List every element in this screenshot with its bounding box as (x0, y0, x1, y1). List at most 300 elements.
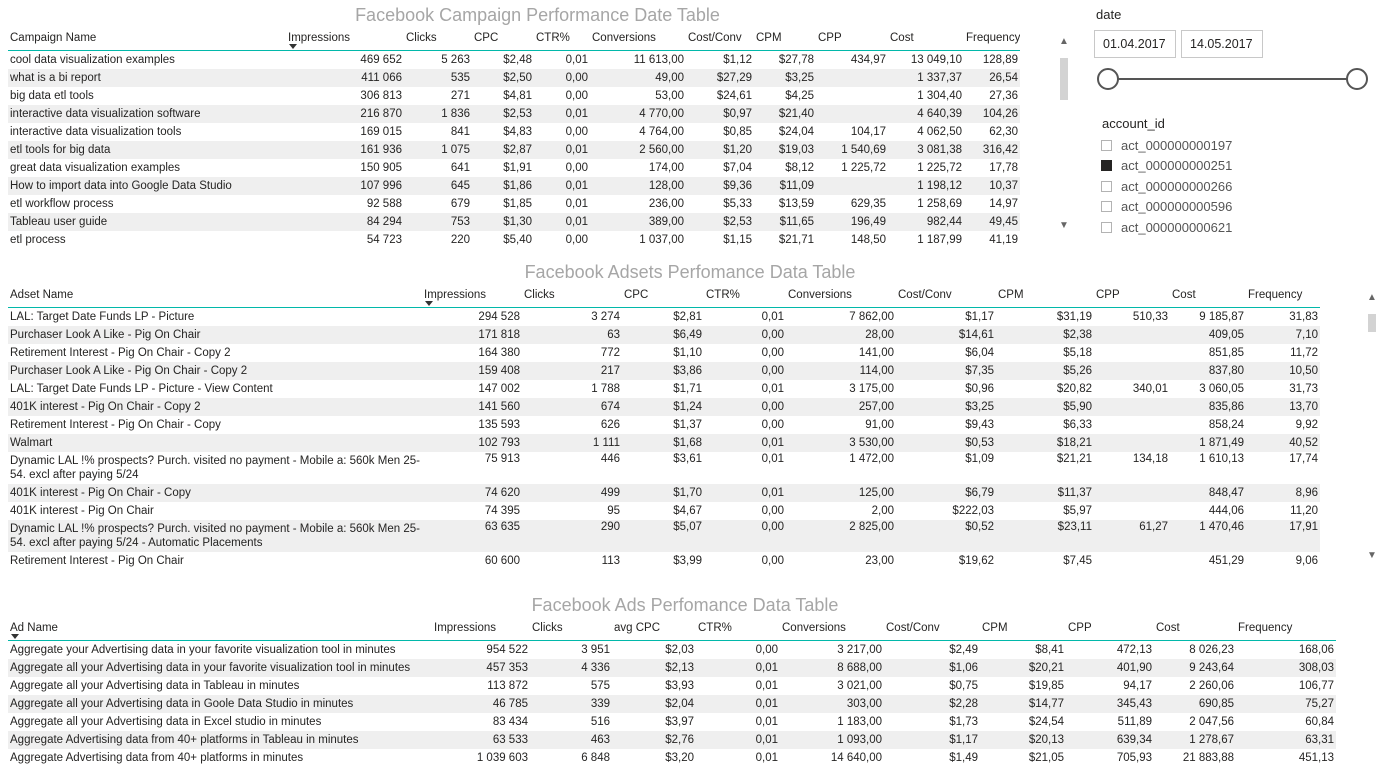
table-row[interactable] (8, 552, 1320, 570)
table-cell (1094, 484, 1170, 502)
table-cell: 679 (450, 198, 470, 210)
table-cell: 7 862,00 (849, 311, 894, 323)
table-cell: 169 015 (360, 126, 402, 138)
table-cell: 95 (607, 505, 620, 517)
table-cell: 0,00 (565, 162, 588, 174)
table-cell: 60,84 (1305, 716, 1334, 728)
account-option-label: act_000000000621 (1121, 219, 1233, 235)
table-cell: 1 225,72 (917, 162, 962, 174)
table-cell: 954 522 (486, 644, 528, 656)
table-cell: 28,00 (786, 326, 896, 344)
table-cell: 3 021,00 (837, 680, 882, 692)
table-cell: 472,13 (1116, 644, 1152, 656)
table-row[interactable] (8, 398, 1320, 416)
table-cell: 641 (450, 162, 470, 174)
adsets-table-title: Facebook Adsets Perfomance Data Table (524, 262, 856, 282)
table-cell: 62,30 (989, 126, 1018, 138)
table-cell: 49,45 (964, 213, 1020, 231)
ads-table-title: Facebook Ads Perfomance Data Table (531, 595, 839, 615)
table-cell: 171 818 (422, 326, 522, 344)
table-cell: 848,47 (1170, 484, 1246, 502)
table-cell: 0,01 (755, 680, 778, 692)
table-row[interactable] (8, 123, 1020, 141)
adsets-col-header[interactable]: Clicks (522, 283, 622, 308)
table-cell: 141 560 (422, 398, 522, 416)
campaign-col-header[interactable]: Conversions (590, 26, 686, 51)
table-cell: 0,01 (761, 383, 784, 395)
table-cell: Purchaser Look A Like - Pig On Chair (8, 326, 422, 344)
table-cell: etl tools for big data (8, 141, 286, 159)
table-cell: 535 (404, 69, 472, 87)
table-cell: 271 (450, 90, 470, 102)
account-option-label: act_000000000596 (1121, 199, 1233, 214)
adsets-col-header[interactable]: CTR% (704, 283, 786, 308)
table-cell: 0,00 (704, 520, 786, 552)
ads-col-header[interactable]: CTR% (696, 616, 780, 641)
table-cell: 49,00 (590, 69, 686, 87)
table-cell (1094, 552, 1170, 570)
table-cell: 14,97 (989, 198, 1018, 210)
table-cell: 1 225,72 (841, 162, 886, 174)
date-slicer-label: date (1096, 7, 1122, 22)
table-cell: $1,24 (622, 398, 704, 416)
table-cell: 104,17 (850, 126, 886, 138)
scroll-up-icon[interactable]: ▲ (1367, 292, 1377, 303)
table-row[interactable] (8, 659, 1336, 677)
table-cell: 690,85 (1154, 695, 1236, 713)
campaign-header-row (8, 26, 1020, 51)
table-cell: 837,80 (1170, 362, 1246, 380)
table-row[interactable] (8, 362, 1320, 380)
table-cell: 9 185,87 (1199, 311, 1244, 323)
table-cell: etl workflow process (10, 198, 114, 210)
table-cell: $3,20 (665, 752, 694, 764)
table-cell: 306 813 (360, 90, 402, 102)
table-cell: $0,75 (949, 680, 978, 692)
table-cell: 303,00 (780, 695, 884, 713)
adsets-col-header[interactable]: Cost (1170, 283, 1246, 308)
checkbox-icon[interactable] (1101, 140, 1112, 151)
table-row[interactable] (8, 452, 1320, 484)
date-slider-end-handle[interactable] (1346, 68, 1368, 90)
table-cell: 141,00 (858, 347, 894, 359)
table-row[interactable] (8, 326, 1320, 344)
table-cell: Retirement Interest - Pig On Chair - Copy 2 (10, 347, 231, 359)
table-cell: 161 936 (286, 141, 404, 159)
table-cell: 0,00 (565, 90, 588, 102)
table-cell: 41,19 (989, 234, 1018, 246)
table-cell: Dynamic LAL !% prospects? Purch. visited no payment - Mobile a: 560k Men 25-54. excl after paying 5/24 - Automatic Placements (8, 520, 422, 552)
table-cell: 75 913 (484, 453, 520, 465)
table-cell: 1 258,69 (917, 198, 962, 210)
table-cell: $21,40 (754, 105, 816, 123)
table-cell: $21,05 (1028, 752, 1064, 764)
table-cell: $5,33 (723, 198, 752, 210)
table-cell: 401K interest - Pig On Chair - Copy 2 (8, 398, 422, 416)
table-row[interactable] (8, 141, 1020, 159)
ads-col-header[interactable]: Frequency (1236, 616, 1336, 641)
table-cell: 8,96 (1246, 484, 1320, 502)
table-cell: 0,00 (704, 398, 786, 416)
table-cell: what is a bi report (8, 69, 286, 87)
campaign-table-body (8, 51, 1020, 250)
table-cell: 9,92 (1295, 419, 1318, 431)
table-cell: 91,00 (865, 419, 894, 431)
table-cell: 1 836 (404, 105, 472, 123)
table-cell: $2,81 (673, 311, 702, 323)
table-cell: 401K interest - Pig On Chair (10, 505, 154, 517)
ads-col-header[interactable]: Cost/Conv (884, 616, 980, 641)
table-row[interactable] (8, 195, 1020, 213)
table-cell: $5,40 (503, 234, 532, 246)
table-cell: 0,01 (696, 695, 780, 713)
date-start-input[interactable]: 01.04.2017 (1094, 30, 1176, 58)
table-cell: 851,85 (1208, 347, 1244, 359)
table-cell (816, 87, 888, 105)
table-cell: 21 883,88 (1182, 752, 1234, 764)
table-cell (1094, 344, 1170, 362)
table-cell: cool data visualization examples (10, 54, 175, 66)
table-cell: 858,24 (1208, 419, 1244, 431)
campaign-col-header[interactable]: Clicks (404, 26, 472, 51)
table-cell: 13,70 (1246, 398, 1320, 416)
table-cell: $5,26 (996, 362, 1094, 380)
adsets-col-header[interactable]: Adset Name (8, 283, 422, 308)
table-cell (816, 105, 888, 123)
checkbox-icon[interactable] (1101, 222, 1112, 233)
table-cell: 290 (522, 520, 622, 552)
table-cell: 2 825,00 (786, 520, 896, 552)
account-option[interactable] (1101, 198, 1232, 216)
table-cell: 340,01 (1132, 383, 1168, 395)
table-cell: $3,86 (622, 362, 704, 380)
table-cell: $2,76 (612, 731, 696, 749)
table-cell: $0,52 (896, 520, 996, 552)
checkbox-icon[interactable] (1101, 160, 1112, 171)
table-cell: 629,35 (850, 198, 886, 210)
table-cell: $6,33 (1063, 419, 1092, 431)
table-cell: $2,53 (686, 213, 754, 231)
account-option-label: act_000000000266 (1121, 178, 1233, 194)
table-cell: 7,10 (1246, 326, 1320, 344)
table-cell: $24,04 (778, 126, 814, 138)
date-slider-track[interactable] (1108, 78, 1358, 80)
table-cell: Retirement Interest - Pig On Chair (10, 555, 184, 567)
table-cell: big data etl tools (10, 90, 94, 102)
table-cell: $0,96 (965, 383, 994, 395)
table-cell: 257,00 (786, 398, 896, 416)
table-row[interactable] (8, 69, 1020, 87)
ads-col-header[interactable]: CPP (1066, 616, 1154, 641)
table-cell: $5,97 (1063, 505, 1092, 517)
adsets-col-header[interactable]: Impressions (422, 283, 522, 308)
table-cell: 0,01 (755, 716, 778, 728)
table-cell: 0,00 (761, 555, 784, 567)
table-cell: 434,97 (850, 54, 886, 66)
campaign-table-title: Facebook Campaign Performance Date Table (355, 5, 720, 25)
table-cell: 316,42 (964, 141, 1020, 159)
table-cell (1094, 398, 1170, 416)
table-cell: $9,36 (686, 177, 754, 195)
table-cell: 1 183,00 (837, 716, 882, 728)
table-cell: Aggregate all your Advertising data in Tableau in minutes (10, 680, 300, 692)
table-cell: 135 593 (478, 419, 520, 431)
table-cell: 511,89 (1117, 716, 1152, 728)
table-row[interactable] (8, 87, 1020, 105)
table-row[interactable] (8, 177, 1020, 195)
table-row[interactable] (8, 520, 1320, 552)
account-option[interactable] (1101, 157, 1232, 175)
table-cell: etl process (10, 234, 66, 246)
table-cell: 0,00 (704, 362, 786, 380)
campaign-col-header[interactable]: CPC (472, 26, 534, 51)
scroll-up-icon[interactable]: ▲ (1059, 36, 1069, 47)
scroll-thumb[interactable] (1060, 58, 1068, 100)
ads-col-header[interactable]: CPM (980, 616, 1066, 641)
table-cell: 835,86 (1170, 398, 1246, 416)
table-cell: 1 187,99 (917, 234, 962, 246)
table-cell: 510,33 (1132, 311, 1168, 323)
ads-col-header[interactable]: Impressions (432, 616, 530, 641)
table-cell: $19,85 (1028, 680, 1064, 692)
table-cell: 1 337,37 (888, 69, 964, 87)
ads-col-header[interactable]: Cost (1154, 616, 1236, 641)
adsets-col-header[interactable]: CPM (996, 283, 1094, 308)
campaign-col-header[interactable]: CPP (816, 26, 888, 51)
table-cell: 63 533 (432, 731, 530, 749)
table-cell: 216 870 (286, 105, 404, 123)
checkbox-icon[interactable] (1101, 201, 1112, 212)
ads-col-header[interactable]: avg CPC (612, 616, 696, 641)
table-cell: 0,00 (761, 419, 784, 431)
table-cell: $2,03 (665, 644, 694, 656)
date-end-input[interactable]: 14.05.2017 (1181, 30, 1263, 58)
table-cell: 1 788 (591, 383, 620, 395)
table-cell: 10,50 (1246, 362, 1320, 380)
table-row[interactable] (8, 416, 1320, 434)
ads-header-row (8, 616, 1336, 641)
table-cell: 128,00 (590, 177, 686, 195)
table-cell: 463 (530, 731, 612, 749)
table-cell: 9,06 (1295, 555, 1318, 567)
table-cell: $7,04 (723, 162, 752, 174)
table-cell: 0,00 (565, 126, 588, 138)
adsets-scrollbar[interactable] (1366, 292, 1378, 562)
table-cell: $1,85 (503, 198, 532, 210)
campaign-col-header[interactable]: CTR% (534, 26, 590, 51)
table-row[interactable] (8, 380, 1320, 398)
table-cell: 294 528 (478, 311, 520, 323)
adsets-col-header[interactable]: Frequency (1246, 283, 1320, 308)
table-cell: 457 353 (432, 659, 530, 677)
table-cell: 308,03 (1236, 659, 1336, 677)
table-cell: 516 (590, 716, 610, 728)
table-cell: 92 588 (366, 198, 402, 210)
table-cell: 982,44 (888, 213, 964, 231)
table-cell: 1 540,69 (816, 141, 888, 159)
table-row[interactable] (8, 677, 1336, 695)
table-row[interactable] (8, 502, 1320, 520)
campaign-col-header[interactable]: CPM (754, 26, 816, 51)
table-cell: Aggregate your Advertising data in your favorite visualization tool in minutes (10, 644, 396, 656)
table-cell: Dynamic LAL !% prospects? Purch. visited no payment - Mobile a: 560k Men 25-54. excl after paying 5/24 (10, 455, 420, 481)
table-cell: 150 905 (360, 162, 402, 174)
scroll-down-icon[interactable]: ▼ (1059, 220, 1069, 231)
table-cell: $2,28 (884, 695, 980, 713)
table-cell: 1 039 603 (476, 752, 528, 764)
table-cell: 772 (600, 347, 620, 359)
campaign-col-header[interactable]: Cost/Conv (686, 26, 754, 51)
table-cell: 134,18 (1132, 453, 1168, 465)
adsets-col-header[interactable]: Conversions (786, 283, 896, 308)
table-row[interactable] (8, 731, 1336, 749)
table-cell: 2 047,56 (1189, 716, 1234, 728)
table-row[interactable] (8, 105, 1020, 123)
table-cell: 409,05 (1170, 326, 1246, 344)
table-cell: 113 872 (487, 680, 528, 692)
account-option[interactable] (1101, 177, 1232, 195)
table-cell: 451,29 (1208, 555, 1244, 567)
table-cell: LAL: Target Date Funds LP - Picture (10, 311, 195, 323)
table-cell: $27,29 (686, 69, 754, 87)
table-cell: $1,49 (949, 752, 978, 764)
table-cell: 444,06 (1208, 505, 1244, 517)
table-cell: 60 600 (484, 555, 520, 567)
table-cell: 0,01 (696, 659, 780, 677)
table-cell: $222,03 (952, 505, 994, 517)
table-cell: 639,34 (1066, 731, 1154, 749)
table-cell: $5,18 (1063, 347, 1092, 359)
account-option[interactable] (1101, 218, 1232, 236)
table-cell: $3,25 (754, 69, 816, 87)
table-cell: 1 304,40 (917, 90, 962, 102)
table-cell: interactive data visualization tools (10, 126, 182, 138)
table-cell: $1,15 (723, 234, 752, 246)
table-row[interactable] (8, 51, 1020, 70)
sort-desc-icon[interactable] (425, 301, 433, 306)
ads-col-header[interactable]: Clicks (530, 616, 612, 641)
checkbox-icon[interactable] (1101, 181, 1112, 192)
account-option[interactable] (1101, 136, 1232, 154)
table-cell: 1 871,49 (1170, 434, 1246, 452)
table-row[interactable] (8, 695, 1336, 713)
table-cell: $1,71 (673, 383, 702, 395)
table-cell: $20,13 (980, 731, 1066, 749)
adsets-col-header[interactable]: Cost/Conv (896, 283, 996, 308)
table-cell: $11,65 (754, 213, 816, 231)
table-cell: Aggregate all your Advertising data in Goole Data Studio in minutes (8, 695, 432, 713)
table-cell: 0,00 (755, 644, 778, 656)
table-cell: 104,26 (964, 105, 1020, 123)
table-cell: $11,37 (996, 484, 1094, 502)
table-cell: $1,91 (503, 162, 532, 174)
table-cell: $0,97 (686, 105, 754, 123)
scroll-thumb[interactable] (1368, 314, 1376, 332)
table-cell: Tableau user guide (8, 213, 286, 231)
table-cell: 705,93 (1116, 752, 1152, 764)
table-cell: $1,12 (723, 54, 752, 66)
table-cell: 0,01 (761, 453, 784, 465)
table-cell: 0,00 (761, 347, 784, 359)
table-cell: 345,43 (1066, 695, 1154, 713)
adsets-col-header[interactable]: CPP (1094, 283, 1170, 308)
table-cell: $19,62 (958, 555, 994, 567)
table-cell: $1,37 (673, 419, 702, 431)
table-cell (1094, 416, 1170, 434)
table-row[interactable] (8, 159, 1020, 177)
table-cell: $2,50 (472, 69, 534, 87)
campaign-col-header[interactable]: Campaign Name (8, 26, 286, 51)
table-cell: 469 652 (360, 54, 402, 66)
campaign-col-header[interactable]: Impressions (286, 26, 404, 51)
table-cell: 148,50 (850, 234, 886, 246)
sort-desc-icon[interactable] (289, 44, 297, 49)
table-cell: 0,00 (761, 505, 784, 517)
table-cell (816, 177, 888, 195)
table-cell: $1,09 (965, 453, 994, 465)
table-cell: $21,71 (778, 234, 814, 246)
sort-desc-icon[interactable] (11, 634, 19, 639)
table-cell (816, 69, 888, 87)
campaign-col-header[interactable]: Frequency (964, 26, 1020, 51)
table-cell: $1,70 (622, 484, 704, 502)
ads-col-header[interactable]: Conversions (780, 616, 884, 641)
table-row[interactable] (8, 308, 1320, 327)
scroll-down-icon[interactable]: ▼ (1367, 550, 1377, 561)
table-cell: $1,68 (622, 434, 704, 452)
adsets-col-header[interactable]: CPC (622, 283, 704, 308)
table-row[interactable] (8, 213, 1020, 231)
table-row[interactable] (8, 434, 1320, 452)
ads-col-header[interactable]: Ad Name (8, 616, 432, 641)
table-cell: Walmart (8, 434, 422, 452)
table-cell: 61,27 (1094, 520, 1170, 552)
table-cell: 841 (450, 126, 470, 138)
table-row[interactable] (8, 713, 1336, 731)
table-cell: 125,00 (786, 484, 896, 502)
table-cell: 0,01 (534, 177, 590, 195)
table-row[interactable] (8, 344, 1320, 362)
table-cell: 23,00 (865, 555, 894, 567)
table-cell: 1 470,46 (1170, 520, 1246, 552)
table-cell: 4 770,00 (590, 105, 686, 123)
table-cell: 10,37 (964, 177, 1020, 195)
table-cell: 0,01 (696, 731, 780, 749)
table-cell: $0,85 (723, 126, 752, 138)
table-row[interactable] (8, 231, 1020, 249)
table-cell: $14,61 (896, 326, 996, 344)
table-cell: $11,09 (754, 177, 816, 195)
table-row[interactable] (8, 484, 1320, 502)
table-row[interactable] (8, 641, 1336, 660)
table-cell: $23,11 (996, 520, 1094, 552)
campaign-scrollbar[interactable] (1058, 36, 1070, 232)
table-cell: $1,17 (965, 311, 994, 323)
table-cell: Aggregate all your Advertising data in your favorite visualization tool in minutes (8, 659, 432, 677)
table-cell: 1 037,00 (639, 234, 684, 246)
table-cell: 1 198,12 (888, 177, 964, 195)
campaign-col-header[interactable]: Cost (888, 26, 964, 51)
table-cell: $3,97 (665, 716, 694, 728)
table-cell: 46 785 (432, 695, 530, 713)
table-cell: 3 274 (591, 311, 620, 323)
table-cell: $2,53 (472, 105, 534, 123)
table-row[interactable] (8, 749, 1336, 767)
date-slider-start-handle[interactable] (1097, 68, 1119, 90)
adsets-table-body (8, 308, 1320, 571)
table-cell: 8 026,23 (1189, 644, 1234, 656)
table-cell: 0,01 (761, 311, 784, 323)
